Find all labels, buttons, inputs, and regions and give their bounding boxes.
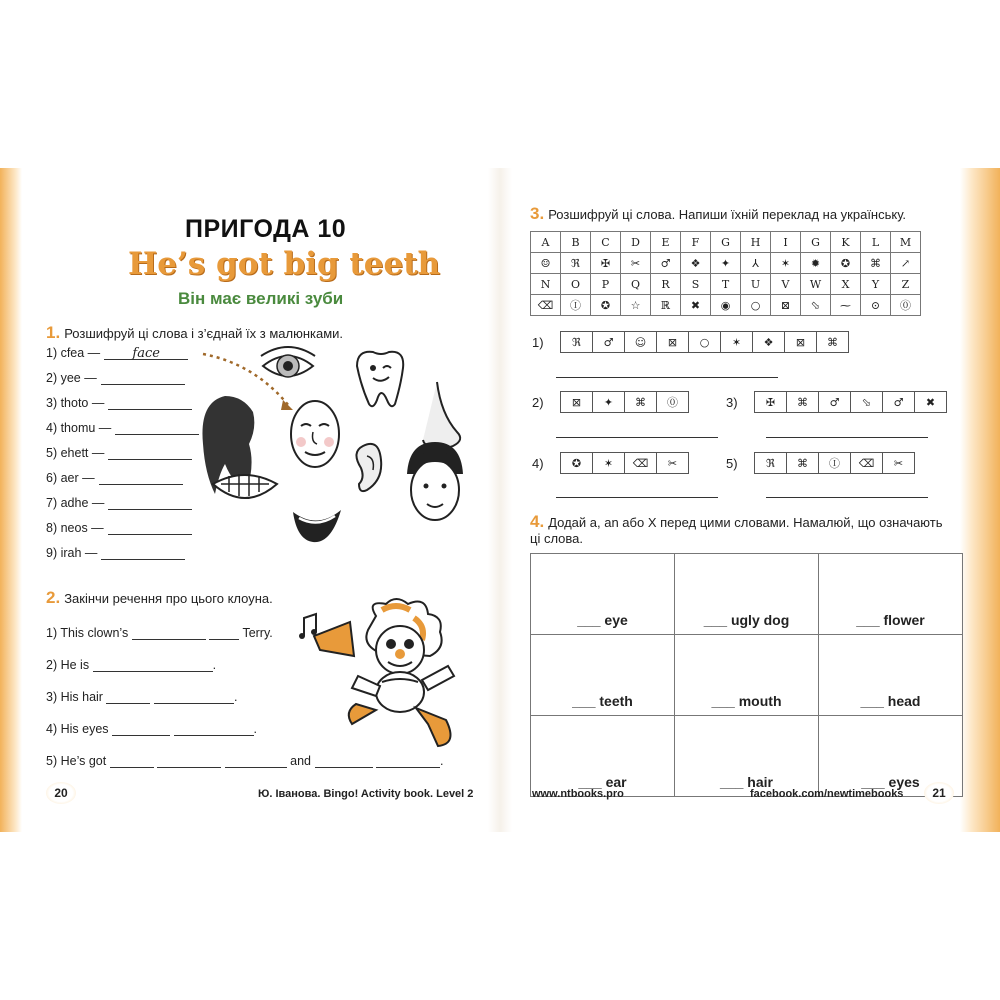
cipher-key-cell: ✖ — [681, 295, 711, 316]
clown-icon — [296, 596, 476, 756]
page-number-left: 20 — [46, 782, 76, 804]
cipher-symbol: ☺ — [625, 332, 657, 352]
eye-icon — [261, 347, 315, 377]
cipher-key-cell: ☺ — [531, 253, 561, 274]
task1-item — [46, 346, 188, 360]
mouth-icon — [293, 510, 341, 542]
cipher-symbol: ♂ — [593, 332, 625, 352]
cipher-key-cell: ✠ — [591, 253, 621, 274]
cipher-key-cell: ♂ — [651, 253, 681, 274]
cipher-symbol: ✂ — [893, 456, 904, 470]
cipher-symbol: ⊠ — [657, 332, 689, 352]
task1-item — [46, 471, 183, 485]
sentence-4-blank-a[interactable] — [112, 723, 170, 736]
cipher-key-cell: S — [681, 274, 711, 295]
teeth-icon — [213, 474, 277, 498]
book-gutter — [488, 168, 512, 832]
task2-sentence-2 — [46, 658, 216, 672]
sentence-2-blank[interactable] — [93, 659, 213, 672]
task1-item — [46, 496, 192, 510]
cipher-symbol: ✶ — [721, 332, 753, 352]
cipher-key-cell: ◉ — [711, 295, 741, 316]
cipher-key-cell: ⊠ — [771, 295, 801, 316]
cipher-key-cell: ⌫ — [531, 295, 561, 316]
sentence-5-blank-d[interactable] — [315, 755, 373, 768]
cipher-symbol: ⬂ — [851, 392, 883, 412]
sentence-5-end: . — [439, 754, 444, 768]
cipher-key-cell: ❖ — [681, 253, 711, 274]
task3-instruction: Розшифруй ці слова. Напиши їхній переклад на українську. — [548, 207, 907, 222]
sentence-1-start: 1) This clown’s — [46, 626, 129, 640]
tooth-icon — [357, 352, 403, 406]
cipher-word-number: 5) — [726, 455, 738, 471]
cipher-symbol: ✠ — [755, 392, 787, 412]
task2-heading — [46, 588, 273, 608]
task1-answer-line[interactable] — [101, 546, 185, 560]
cipher-key-cell: Ⓘ — [561, 295, 591, 316]
cipher-symbol: ⌘ — [625, 392, 657, 412]
cipher-key-cell: G — [711, 232, 741, 253]
task1-pictures — [195, 344, 475, 564]
boy-face-icon — [407, 442, 463, 520]
cipher-word-5 — [726, 452, 915, 474]
task1-item — [46, 446, 192, 460]
cipher-symbol: ⌫ — [625, 453, 657, 473]
cipher-word-number: 1) — [532, 334, 544, 350]
cipher-key-cell: A — [531, 232, 561, 253]
cipher-key-cell: ✶ — [771, 253, 801, 274]
cipher-symbol: ⓪ — [667, 396, 678, 409]
drawing-grid-row — [531, 635, 963, 716]
sentence-4-blank-b[interactable] — [174, 723, 254, 736]
cipher-key-cell: X — [831, 274, 861, 295]
cipher-key-row — [531, 232, 921, 253]
task1-item-label: 1) cfea — — [46, 346, 101, 360]
task1-item-label: 2) yee — — [46, 371, 97, 385]
cipher-word-box — [560, 331, 849, 353]
cipher-symbol: ✪ — [561, 453, 593, 473]
sentence-2-start: 2) He is — [46, 658, 90, 672]
cipher-key-cell: V — [771, 274, 801, 295]
cipher-key-cell: ℜ — [561, 253, 591, 274]
cipher-symbol: ℜ — [755, 453, 787, 473]
cipher-symbol: ○ — [689, 332, 721, 352]
translation-answer-line[interactable] — [766, 496, 928, 498]
cipher-key-cell: ☆ — [621, 295, 651, 316]
sentence-4-start: 4) His eyes — [46, 722, 109, 736]
task1-answer-line[interactable] — [108, 396, 192, 410]
sentence-5-blank-a[interactable] — [110, 755, 154, 768]
cipher-key-cell: D — [621, 232, 651, 253]
face-icon — [291, 401, 339, 467]
sentence-4-end: . — [253, 722, 257, 736]
task2-instruction: Закінчи речення про цього клоуна. — [64, 591, 273, 606]
cipher-key-table — [530, 231, 921, 316]
cipher-key-cell: Z — [891, 274, 921, 295]
cipher-word-box — [754, 391, 947, 413]
arrow-head — [281, 400, 293, 410]
task1-item-label: 9) irah — — [46, 546, 98, 560]
cipher-word-4 — [532, 452, 689, 474]
page-number-right: 21 — [924, 782, 954, 804]
cipher-key-cell: ⬂ — [801, 295, 831, 316]
task1-answer-line[interactable] — [99, 471, 183, 485]
cipher-key-cell: T — [711, 274, 741, 295]
drawing-cell[interactable]: ___ head — [819, 635, 963, 716]
cipher-key-cell: ⅄ — [741, 253, 771, 274]
right-page-edge — [960, 168, 1000, 832]
task1-heading — [46, 323, 343, 343]
cipher-key-cell: L — [861, 232, 891, 253]
sentence-1-blank-b[interactable] — [209, 627, 239, 640]
task1-item-label: 5) ehett — — [46, 446, 105, 460]
cipher-symbol: ✂ — [667, 456, 678, 470]
cipher-key-cell: ⓪ — [891, 295, 921, 316]
sentence-3-end: . — [233, 690, 238, 704]
task4-instruction-line2: ці слова. — [530, 531, 584, 546]
cipher-key-cell: ⁓ — [831, 295, 861, 316]
task1-item-label: 8) neos — — [46, 521, 104, 535]
drawing-grid-row — [531, 554, 963, 635]
drawing-cell[interactable]: ___ hair — [675, 716, 819, 797]
cipher-key-cell: ✹ — [801, 253, 831, 274]
cipher-symbol: ♂ — [819, 392, 851, 412]
cipher-key-cell: K — [831, 232, 861, 253]
task1-item-label: 6) aer — — [46, 471, 95, 485]
cipher-symbol: ✦ — [593, 392, 625, 412]
lesson-title: He’s got big teeth — [128, 246, 441, 282]
cipher-key-cell: U — [741, 274, 771, 295]
task1-item-label: 4) thomu — — [46, 421, 112, 435]
cipher-word-box — [560, 391, 689, 413]
cipher-symbol: ⌘ — [787, 453, 819, 473]
task1-item-label: 7) adhe — — [46, 496, 105, 510]
task1-answer-line[interactable] — [101, 371, 185, 385]
cipher-key-cell: ✂ — [621, 253, 651, 274]
cipher-key-cell: B — [561, 232, 591, 253]
task4-heading — [530, 514, 960, 547]
cipher-key-cell: C — [591, 232, 621, 253]
cipher-key-cell: ○ — [741, 295, 771, 316]
cipher-key-cell: I — [771, 232, 801, 253]
cipher-key-cell: F — [681, 232, 711, 253]
drawing-cell[interactable]: ___ eyes — [819, 716, 963, 797]
cipher-word-number: 4) — [532, 455, 544, 471]
translation-answer-line[interactable] — [556, 376, 778, 378]
cipher-key-cell: E — [651, 232, 681, 253]
task1-instruction: Розшифруй ці слова і з’єднай їх з малюнками. — [64, 326, 344, 341]
cipher-word-2 — [532, 391, 689, 413]
ear-icon — [356, 444, 381, 491]
nose-icon — [423, 382, 460, 448]
task1-item — [46, 521, 192, 535]
cipher-symbol: ⌘ — [787, 392, 819, 412]
task1-answer-line[interactable]: face — [104, 346, 188, 360]
drawing-cell[interactable]: ___ flower — [819, 554, 963, 635]
cipher-word-box — [560, 452, 689, 474]
cipher-symbol: ⌫ — [851, 453, 883, 473]
cipher-key-row — [531, 274, 921, 295]
book-spread — [0, 168, 1000, 832]
cipher-symbol: ⊠ — [561, 392, 593, 412]
adventure-title: ПРИГОДА 10 — [185, 215, 347, 243]
sentence-5-blank-e[interactable] — [376, 755, 440, 768]
cipher-key-cell: Y — [861, 274, 891, 295]
cipher-key-cell: ℝ — [651, 295, 681, 316]
lesson-subtitle: Він має великі зуби — [178, 289, 344, 308]
task2-number: 2. — [46, 588, 61, 607]
cipher-symbol: Ⓘ — [819, 453, 851, 473]
task3-number: 3. — [530, 204, 545, 223]
cipher-key-cell: R — [651, 274, 681, 295]
translation-answer-line[interactable] — [556, 436, 718, 438]
sentence-3-start: 3) His hair — [46, 690, 103, 704]
cipher-key-cell: G — [801, 232, 831, 253]
sentence-5-blank-b[interactable] — [157, 755, 221, 768]
cipher-key-cell: M — [891, 232, 921, 253]
cipher-key-cell: ✪ — [831, 253, 861, 274]
sentence-2-end: . — [212, 658, 217, 672]
task1-number: 1. — [46, 323, 61, 342]
cipher-key-row — [531, 295, 921, 316]
sentence-3-blank-b[interactable] — [154, 691, 234, 704]
book-credit: Ю. Іванова. Bingo! Activity book. Level 2 — [258, 788, 474, 800]
sentence-1-end: Terry. — [242, 626, 273, 640]
drawing-cell[interactable]: ___ eye — [531, 554, 675, 635]
translation-answer-line[interactable] — [556, 496, 718, 498]
cipher-key-row — [531, 253, 921, 274]
cipher-symbol: ✶ — [593, 453, 625, 473]
drawing-cell[interactable]: ___ mouth — [675, 635, 819, 716]
cipher-key-cell: ✦ — [711, 253, 741, 274]
task2-sentence-5 — [46, 754, 443, 768]
task4-instruction-line1: Додай a, an або X перед цими словами. Намалюй, що означають — [548, 515, 943, 530]
cipher-word-number: 2) — [532, 394, 544, 410]
sentence-5-blank-c[interactable] — [225, 755, 287, 768]
left-page-edge — [0, 168, 22, 832]
task1-item-label: 3) thoto — — [46, 396, 105, 410]
drawing-cell[interactable]: ___ ear — [531, 716, 675, 797]
task3-heading — [530, 204, 906, 224]
task1-answer-line[interactable] — [108, 446, 192, 460]
drawing-cell[interactable]: ___ ugly dog — [675, 554, 819, 635]
sentence-3-blank-a[interactable] — [106, 691, 150, 704]
drawing-cell[interactable]: ___ teeth — [531, 635, 675, 716]
task1-answer-line[interactable] — [115, 421, 199, 435]
sentence-1-blank-a[interactable] — [132, 627, 206, 640]
footer-website: www.ntbooks.pro — [532, 788, 624, 800]
cipher-symbol: ⌘ — [827, 335, 838, 349]
cipher-key-cell: H — [741, 232, 771, 253]
cipher-key-cell: ⌘ — [861, 253, 891, 274]
task1-answer-line[interactable] — [108, 521, 192, 535]
cipher-symbol: ⊠ — [785, 332, 817, 352]
sentence-5-and: and — [290, 754, 312, 768]
cipher-key-cell: ⊙ — [861, 295, 891, 316]
task2-sentence-4 — [46, 722, 257, 736]
cipher-key-cell: O — [561, 274, 591, 295]
task1-item — [46, 421, 199, 435]
task1-answer-line[interactable] — [108, 496, 192, 510]
task1-item — [46, 546, 185, 560]
cipher-symbol: ♂ — [883, 392, 915, 412]
cipher-symbol: ✖ — [925, 395, 936, 409]
cipher-key-cell: ↗ — [891, 253, 921, 274]
task2-sentence-3 — [46, 690, 237, 704]
cipher-symbol: ℜ — [561, 332, 593, 352]
translation-answer-line[interactable] — [766, 436, 928, 438]
cipher-word-1 — [532, 331, 849, 353]
cipher-word-number: 3) — [726, 394, 738, 410]
cipher-key-cell: N — [531, 274, 561, 295]
footer-facebook: facebook.com/newtimebooks — [750, 788, 904, 800]
cipher-key-cell: Q — [621, 274, 651, 295]
task2-sentence-1 — [46, 626, 273, 640]
sentence-5-start: 5) He’s got — [46, 754, 107, 768]
drawing-grid-row — [531, 716, 963, 797]
drawing-grid — [530, 553, 963, 797]
task4-number: 4. — [530, 512, 545, 531]
task1-item — [46, 371, 185, 385]
cipher-word-3 — [726, 391, 947, 413]
cipher-key-cell: W — [801, 274, 831, 295]
cipher-key-cell: P — [591, 274, 621, 295]
task1-item — [46, 396, 192, 410]
cipher-symbol: ❖ — [753, 332, 785, 352]
cipher-key-cell: ✪ — [591, 295, 621, 316]
cipher-word-box — [754, 452, 915, 474]
